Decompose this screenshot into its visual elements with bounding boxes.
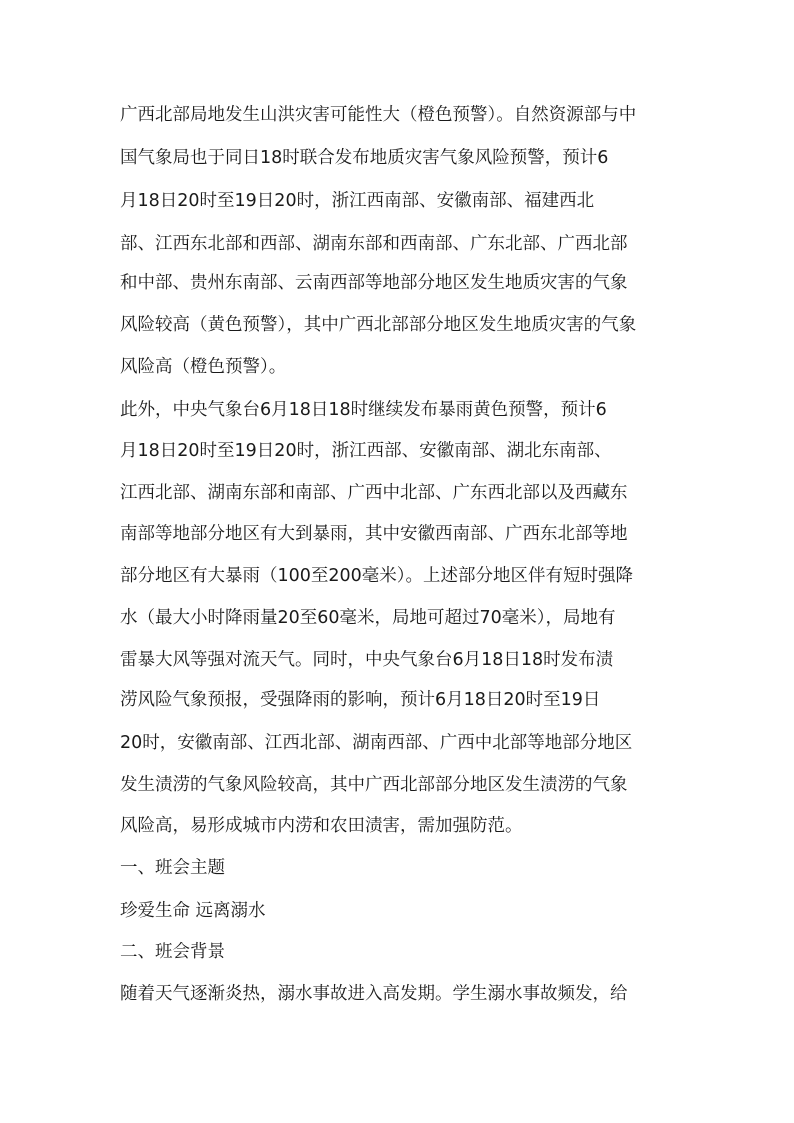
text-line: 部、江西东北部和西部、湖南东部和西南部、广东北部、广西北部 <box>120 234 628 254</box>
text-line: 部分地区有大暴雨（100至200毫米）。上述部分地区伴有短时强降 <box>120 566 634 586</box>
text-line: 和中部、贵州东南部、云南西部等地部分地区发生地质灾害的气象 <box>120 273 628 293</box>
text-line: 国气象局也于同日18时联合发布地质灾害气象风险预警，预计6 <box>120 148 609 168</box>
text-line: 随着天气逐渐炎热，溺水事故进入高发期。学生溺水事故频发，给 <box>120 984 628 1004</box>
text-line: 月18日20时至19日20时，浙江西南部、安徽南部、福建西北 <box>120 191 595 211</box>
section-heading: 一、班会主题 <box>120 858 225 878</box>
text-line: 涝风险气象预报，受强降雨的影响，预计6月18日20时至19日 <box>120 690 601 710</box>
text-line: 风险较高（黄色预警），其中广西北部部分地区发生地质灾害的气象 <box>120 315 637 335</box>
text-line: 此外，中央气象台6月18日18时继续发布暴雨黄色预警，预计6 <box>120 400 607 420</box>
text-line: 20时，安徽南部、江西北部、湖南西部、广西中北部等地部分地区 <box>120 733 633 753</box>
text-line: 珍爱生命 远离溺水 <box>120 901 266 921</box>
text-line: 风险高（橙色预警）。 <box>120 357 287 377</box>
text-line: 风险高，易形成城市内涝和农田渍害，需加强防范。 <box>120 816 523 836</box>
text-line: 月18日20时至19日20时，浙江西部、安徽南部、湖北东南部、 <box>120 441 612 461</box>
text-line: 水（最大小时降雨量20至60毫米，局地可超过70毫米），局地有 <box>120 608 616 628</box>
text-line: 江西北部、湖南东部和南部、广西中北部、广东西北部以及西藏东 <box>120 483 628 503</box>
text-line: 南部等地部分地区有大到暴雨，其中安徽西南部、广西东北部等地 <box>120 524 628 544</box>
text-line: 广西北部局地发生山洪灾害可能性大（橙色预警）。自然资源部与中 <box>120 105 637 125</box>
text-line: 发生渍涝的气象风险较高，其中广西北部部分地区发生渍涝的气象 <box>120 775 628 795</box>
section-heading: 二、班会背景 <box>120 942 225 962</box>
text-line: 雷暴大风等强对流天气。同时，中央气象台6月18日18时发布渍 <box>120 650 614 670</box>
